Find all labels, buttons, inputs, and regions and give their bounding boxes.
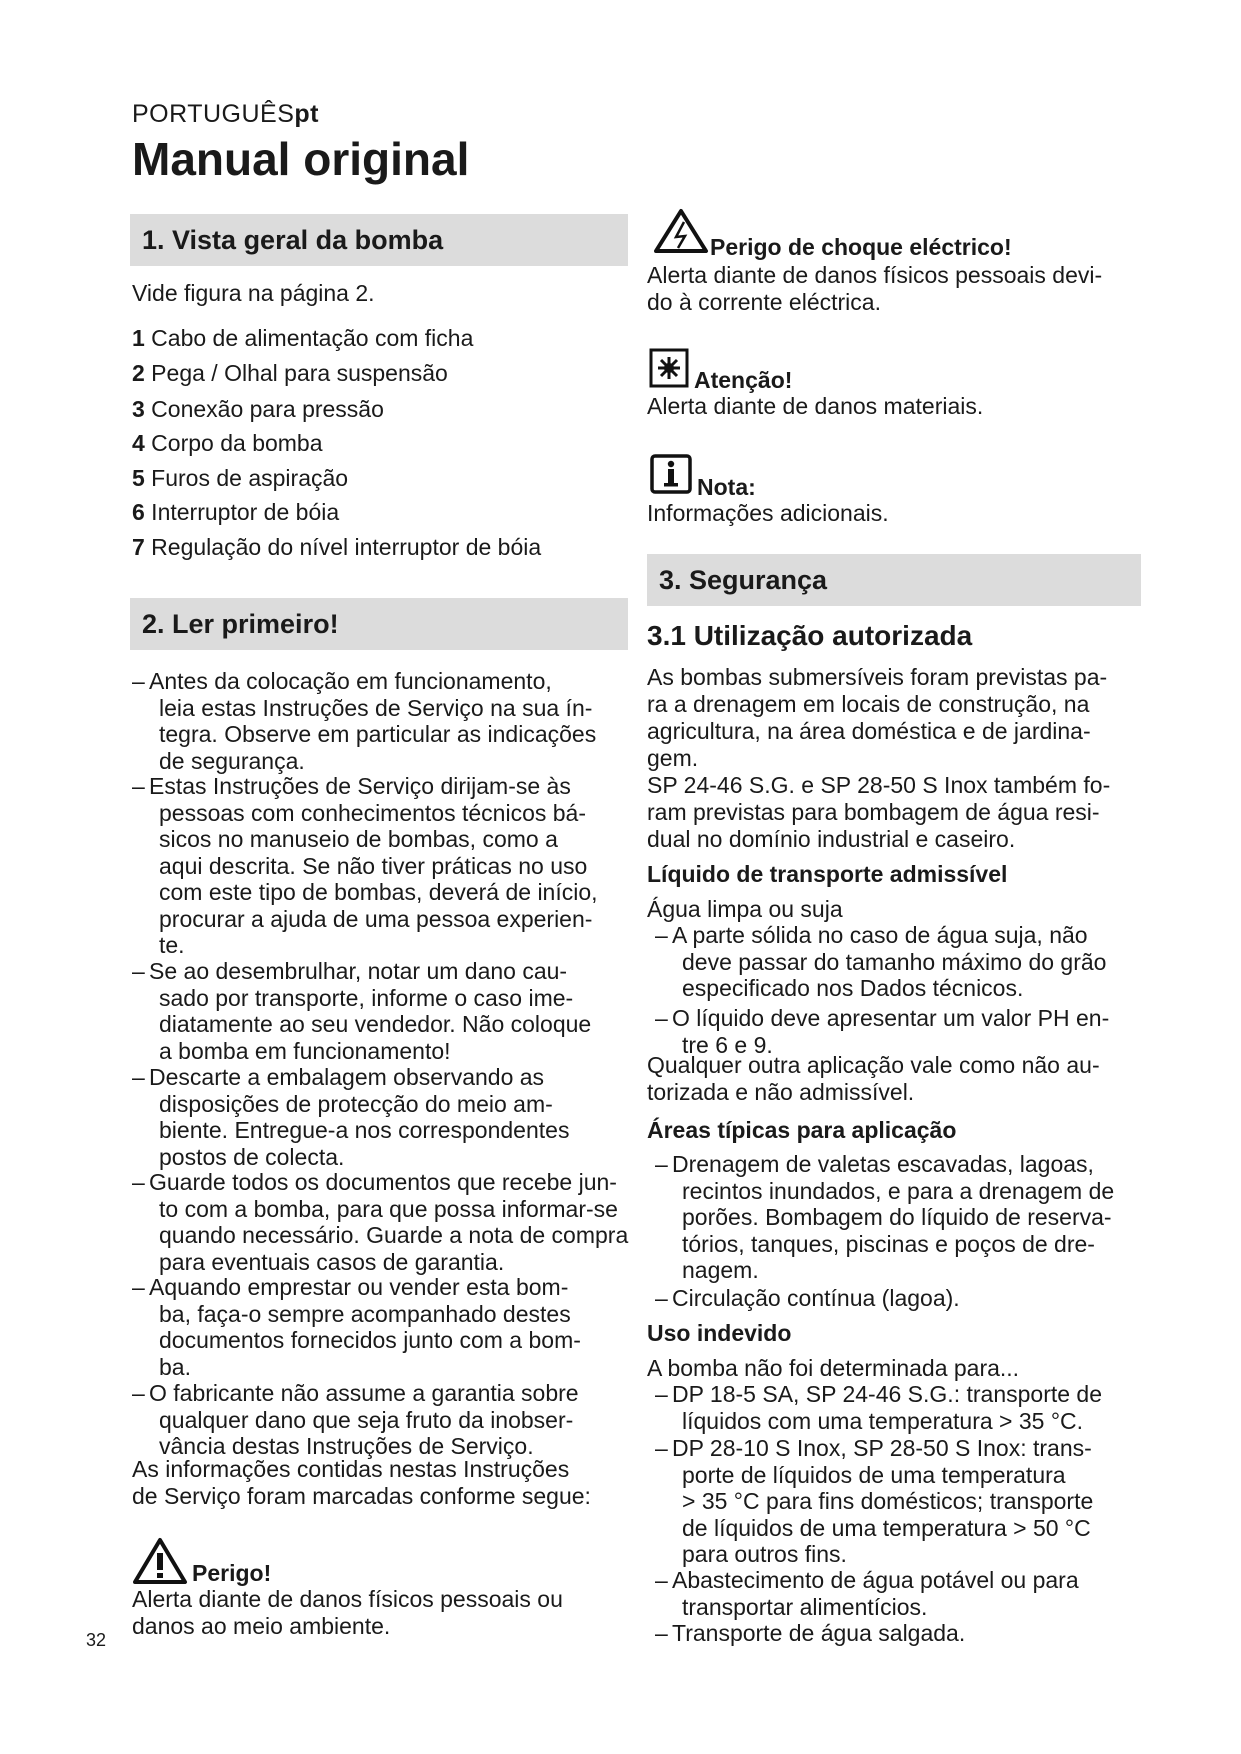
bullet-line: DP 18-5 SA, SP 24-46 S.G.: transporte de: [672, 1381, 1103, 1407]
note-title: Nota:: [697, 474, 756, 500]
bullet-line: de líquidos de uma temperatura > 50 °C: [682, 1514, 1091, 1541]
bullet-text: [132, 1274, 637, 1380]
bullet-line: tegra. Observe em particular as indicações: [159, 721, 597, 747]
bullet-line: recintos inundados, e para a drenagem de: [682, 1177, 1115, 1204]
bullet-line: ba.: [159, 1353, 191, 1380]
areas-heading: Áreas típicas para aplicação: [647, 1117, 957, 1143]
bullet-line: Drenagem de valetas escavadas, lagoas,: [672, 1151, 1094, 1177]
bullet-item: [655, 1381, 1145, 1434]
text-line: Alerta diante de danos físicos pessoais ou: [132, 1586, 563, 1612]
overview-item-number: 2: [132, 360, 145, 386]
bullet-text: [132, 668, 637, 774]
bullet-line: diatamente ao seu vendedor. Não coloque: [159, 1011, 592, 1037]
bullet-line: A parte sólida no caso de água suja, não: [672, 922, 1088, 948]
overview-item: [132, 499, 339, 526]
overview-item-number: 6: [132, 499, 145, 525]
text-line: danos ao meio ambiente.: [132, 1613, 391, 1639]
bullet-dash: –: [132, 1169, 145, 1195]
bullet-item: [132, 1380, 637, 1460]
bullet-line: aqui descrita. Se não tiver práticas no uso: [159, 852, 588, 879]
overview-item-text: Cabo de alimentação com ficha: [144, 325, 474, 351]
bullet-line: Antes da colocação em funcionamento,: [149, 668, 552, 694]
bullet-dash: –: [655, 1285, 668, 1311]
bullet-item: [132, 1274, 637, 1380]
bullet-text: [655, 1381, 1145, 1434]
bullet-dash: –: [655, 922, 668, 948]
text-line: dual no domínio industrial e caseiro.: [647, 826, 1016, 852]
bullet-item: [132, 1064, 637, 1170]
text-line: gem.: [647, 745, 699, 771]
bullet-line: O líquido deve apresentar um valor PH en-: [672, 1005, 1110, 1031]
overview-item-number: 5: [132, 465, 145, 491]
info-icon: [650, 454, 692, 494]
overview-item: [132, 360, 448, 387]
text-line: Qualquer outra aplicação vale como não au-: [647, 1052, 1100, 1078]
bullet-text: [132, 1064, 637, 1170]
bullet-text: [655, 1435, 1145, 1568]
bullet-item: [132, 1169, 637, 1275]
bullet-dash: –: [132, 668, 145, 694]
section-3-1-heading: 3.1 Utilização autorizada: [647, 620, 973, 651]
bullet-dash: –: [655, 1567, 668, 1593]
bullet-line: líquidos com uma temperatura > 35 °C.: [682, 1407, 1084, 1434]
text-line: do à corrente eléctrica.: [647, 289, 881, 315]
bullet-line: vância destas Instruções de Serviço.: [159, 1433, 534, 1459]
attention-text: Alerta diante de danos materiais.: [647, 393, 984, 419]
bullet-line: leia estas Instruções de Serviço na sua ín-: [159, 694, 593, 721]
section-2-heading: 2. Ler primeiro!: [130, 598, 628, 650]
bullet-line: especificado nos Dados técnicos.: [682, 975, 1024, 1001]
attention-title: Atenção!: [694, 367, 793, 393]
text-line: As informações contidas nestas Instruções: [132, 1456, 570, 1482]
bullet-line: disposições de protecção do meio am-: [159, 1090, 553, 1117]
overview-item: [132, 430, 323, 457]
bullet-line: biente. Entregue-a nos correspondentes: [159, 1117, 570, 1143]
danger-text: [132, 1586, 563, 1640]
bullet-line: Guarde todos os documentos que recebe jun-: [149, 1169, 617, 1195]
bullet-line: porões. Bombagem do líquido de reserva-: [682, 1204, 1112, 1230]
bullet-line: postos de colecta.: [159, 1143, 345, 1170]
bullet-line: nagem.: [682, 1257, 759, 1283]
bullet-line: com este tipo de bombas, deverá de início,: [159, 879, 598, 905]
section-3-heading: 3. Segurança: [647, 554, 1141, 606]
bullet-text: [655, 1620, 1145, 1647]
bullet-line: documentos fornecidos junto com a bom-: [159, 1327, 581, 1353]
bullet-text: [655, 922, 1145, 1002]
bullet-line: sicos no manuseio de bombas, como a: [159, 826, 558, 852]
bullet-line: to com a bomba, para que possa informar-se: [159, 1195, 618, 1222]
bullet-text: [655, 1285, 1145, 1312]
bullet-item: [655, 1151, 1145, 1284]
bullet-dash: –: [132, 1274, 145, 1300]
bullet-line: > 35 °C para fins domésticos; transporte: [682, 1488, 1094, 1514]
text-line: As bombas submersíveis foram previstas pa-: [647, 664, 1108, 690]
page-number: 32: [86, 1630, 107, 1650]
bullet-item: [132, 958, 637, 1064]
section-1-heading: 1. Vista geral da bomba: [130, 214, 628, 266]
overview-item-text: Corpo da bomba: [144, 430, 323, 456]
bullet-line: para eventuais casos de garantia.: [159, 1248, 505, 1275]
bullet-line: procurar a ajuda de uma pessoa experien-: [159, 905, 593, 932]
bullet-line: te.: [159, 932, 185, 958]
bullet-item: [655, 1285, 1145, 1312]
misuse-intro: A bomba não foi determinada para...: [647, 1355, 1020, 1381]
bullet-line: porte de líquidos de uma temperatura: [682, 1461, 1066, 1488]
bullet-line: DP 28-10 S Inox, SP 28-50 S Inox: trans-: [672, 1435, 1092, 1461]
danger-icon: [132, 1537, 188, 1585]
overview-item: [132, 325, 473, 352]
bullet-dash: –: [132, 958, 145, 984]
section-1-intro: Vide figura na página 2.: [132, 280, 375, 306]
bullet-line: Descarte a embalagem observando as: [149, 1064, 545, 1090]
bullet-text: [655, 1151, 1145, 1284]
overview-item-text: Furos de aspiração: [144, 465, 349, 491]
authorized-use-text: [647, 664, 1110, 853]
shock-text: [647, 262, 1102, 316]
bullet-line: Circulação contínua (lagoa).: [672, 1285, 960, 1311]
text-line: SP 24-46 S.G. e SP 28-50 S Inox também fo-: [647, 772, 1111, 798]
attention-icon: [649, 348, 689, 388]
bullet-text: [132, 1380, 637, 1460]
bullet-dash: –: [655, 1381, 668, 1407]
text-line: de Serviço foram marcadas conforme segue:: [132, 1483, 591, 1509]
text-line: ra a drenagem em locais de construção, na: [647, 691, 1090, 717]
bullet-dash: –: [655, 1435, 668, 1461]
language-label: PORTUGUÊSpt: [132, 100, 320, 128]
legend-intro: [132, 1456, 591, 1510]
bullet-line: transportar alimentícios.: [682, 1593, 928, 1620]
bullet-dash: –: [655, 1620, 668, 1646]
bullet-item: [655, 1435, 1145, 1568]
liquid-heading: Líquido de transporte admissível: [647, 861, 1008, 887]
bullet-text: [655, 1005, 1145, 1058]
bullet-dash: –: [132, 773, 145, 799]
liquid-intro: Água limpa ou suja: [647, 896, 843, 922]
overview-item-number: 1: [132, 325, 145, 351]
overview-item-number: 7: [132, 534, 145, 560]
bullet-line: Se ao desembrulhar, notar um dano cau-: [149, 958, 568, 984]
bullet-line: Abastecimento de água potável ou para: [672, 1567, 1079, 1593]
bullet-line: O fabricante não assume a garantia sobre: [149, 1380, 579, 1406]
shock-title: Perigo de choque eléctrico!: [710, 234, 1012, 260]
bullet-line: sado por transporte, informe o caso ime-: [159, 984, 574, 1011]
misuse-heading: Uso indevido: [647, 1320, 792, 1346]
bullet-line: para outros fins.: [682, 1541, 847, 1567]
overview-item-text: Pega / Olhal para suspensão: [144, 360, 448, 386]
bullet-text: [132, 773, 637, 959]
bullet-line: qualquer dano que seja fruto da inobser-: [159, 1406, 574, 1433]
bullet-text: [132, 1169, 637, 1275]
overview-item: [132, 396, 384, 423]
bullet-item: [655, 1567, 1145, 1620]
overview-item-number: 3: [132, 396, 145, 422]
bullet-line: ba, faça-o sempre acompanhado destes: [159, 1300, 571, 1327]
overview-item: [132, 465, 348, 492]
bullet-dash: –: [132, 1064, 145, 1090]
bullet-text: [655, 1567, 1145, 1620]
bullet-line: a bomba em funcionamento!: [159, 1037, 451, 1064]
bullet-line: Transporte de água salgada.: [672, 1620, 966, 1646]
danger-title: Perigo!: [192, 1560, 272, 1586]
liquid-outro: [647, 1052, 1100, 1106]
bullet-line: quando necessário. Guarde a nota de compra: [159, 1222, 629, 1248]
bullet-line: Aquando emprestar ou vender esta bom-: [149, 1274, 569, 1300]
bullet-text: [132, 958, 637, 1064]
electric-shock-icon: [653, 208, 709, 254]
overview-item-text: Conexão para pressão: [144, 396, 384, 422]
overview-item-text: Interruptor de bóia: [144, 499, 340, 525]
note-text: Informações adicionais.: [647, 500, 889, 526]
bullet-dash: –: [655, 1151, 668, 1177]
bullet-line: de segurança.: [159, 747, 305, 774]
overview-item: [132, 534, 541, 561]
page-title: Manual original: [132, 133, 470, 185]
bullet-line: pessoas com conhecimentos técnicos bá-: [159, 799, 586, 826]
overview-item-text: Regulação do nível interruptor de bóia: [144, 534, 542, 560]
text-line: Alerta diante de danos físicos pessoais devi-: [647, 262, 1103, 288]
bullet-dash: –: [655, 1005, 668, 1031]
text-line: torizada e não admissível.: [647, 1079, 915, 1105]
bullet-line: deve passar do tamanho máximo do grão: [682, 948, 1107, 975]
overview-item-number: 4: [132, 430, 145, 456]
bullet-item: [132, 773, 637, 959]
bullet-item: [655, 1005, 1145, 1058]
bullet-dash: –: [132, 1380, 145, 1406]
text-line: ram previstas para bombagem de água resi-: [647, 799, 1100, 825]
bullet-item: [655, 1620, 1145, 1647]
text-line: agricultura, na área doméstica e de jardina-: [647, 718, 1091, 744]
bullet-line: Estas Instruções de Serviço dirijam-se às: [149, 773, 571, 799]
bullet-item: [655, 922, 1145, 1002]
bullet-line: tórios, tanques, piscinas e poços de dre-: [682, 1230, 1095, 1257]
bullet-item: [132, 668, 637, 774]
bullet-line: tre 6 e 9.: [682, 1031, 773, 1058]
